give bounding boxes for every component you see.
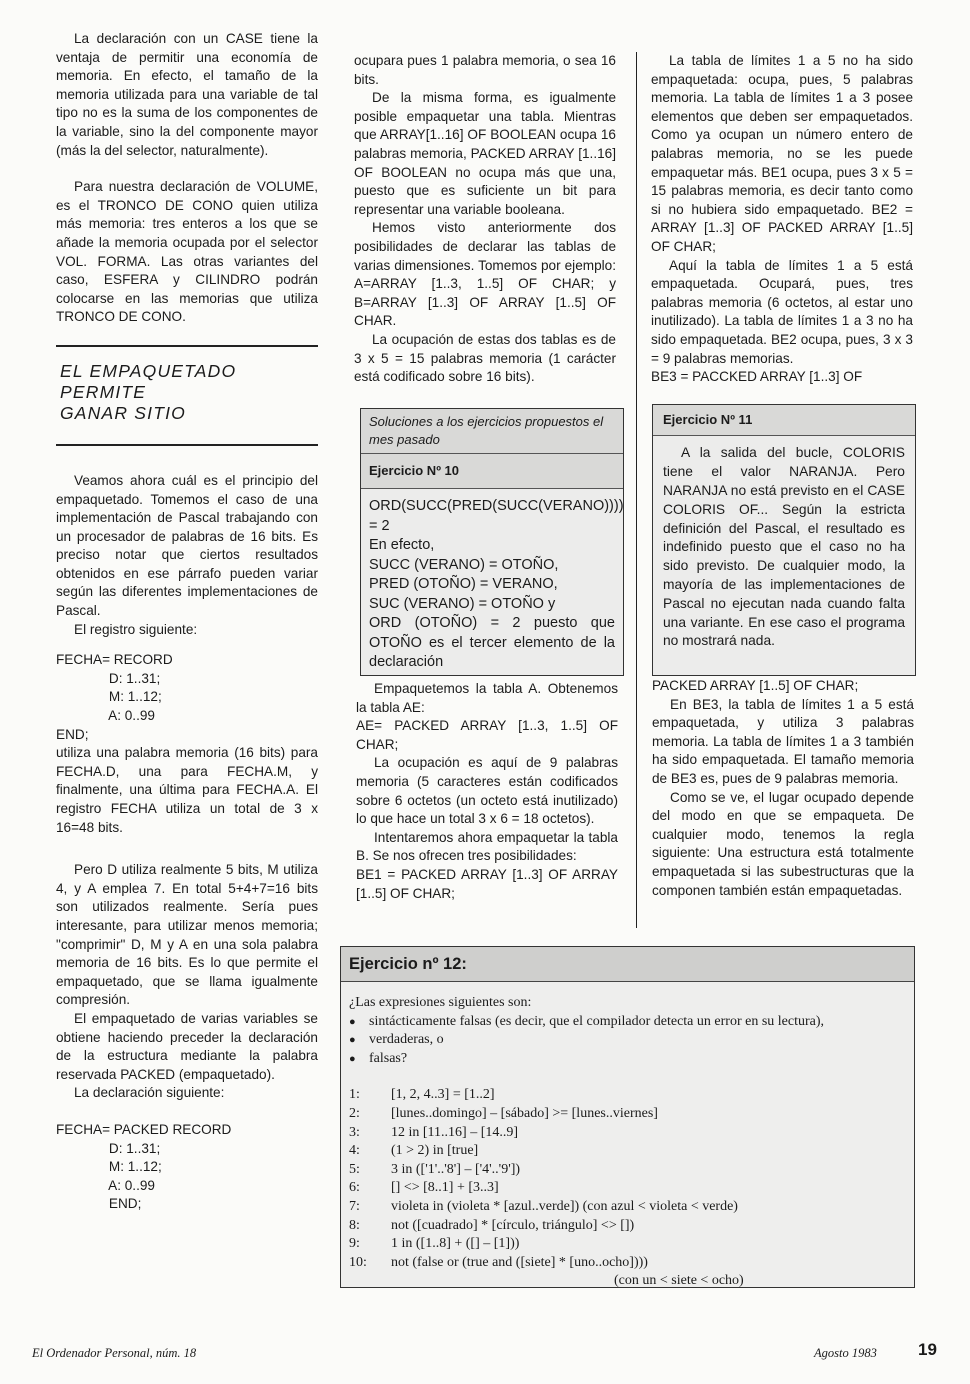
column-divider (636, 52, 637, 928)
paragraph: PACKED ARRAY [1..5] OF CHAR; (652, 678, 859, 693)
paragraph: BE1 = PACKED ARRAY [1..3] OF ARRAY [1..5] OF CHAR; (356, 866, 618, 901)
exercise-11-heading: Ejercicio Nº 11 (653, 405, 915, 436)
paragraph: Hemos visto anteriormente dos posibilidades de declarar las tablas de varias dimensiones. Tomemos por ejemplo: A=ARRAY [1..3, 1..5] OF CHAR; y B=ARRAY [1..3] OF ARRAY [1..5] OF CHAR. (354, 220, 616, 329)
paragraph: El empaquetado de varias variables se obtiene haciendo preceder la declaración de la estructura mediante la palabra reservada PACKED (empaquetado). (56, 1010, 318, 1082)
question-text: [1, 2, 4..3] = [1..2] (391, 1087, 495, 1103)
solutions-box-ex10 (360, 408, 624, 676)
paragraph: utiliza una palabra memoria (16 bits) para FECHA.D, una para FECHA.M, y finalmente, una última para FECHA.A. El registro FECHA utiliza un total de 3 x 16=48 bits. (56, 745, 318, 835)
exercise-12-title: Ejercicio nº 12: (341, 947, 914, 982)
question-text: 12 in [11..16] – [14..9] (391, 1124, 519, 1140)
question-number: 7: (349, 1198, 360, 1214)
question-text: [lunes..domingo] – [sábado] >= [lunes..viernes] (391, 1105, 658, 1121)
question-text: [] <> [8..1] + [3..3] (391, 1180, 499, 1196)
paragraph: El registro siguiente: (74, 621, 198, 637)
question-number: 5: (349, 1161, 360, 1177)
section-rule-bottom (56, 444, 318, 446)
question-text: 1 in ([1..8] + ([] – [1])) (391, 1236, 520, 1252)
question-number: 8: (349, 1217, 360, 1233)
column-3 (651, 52, 913, 387)
code-block-record: FECHA= RECORD D: 1..31; M: 1..12; A: 0..99 END; (56, 652, 173, 742)
question-list (349, 1086, 912, 1272)
paragraph: Para nuestra declaración de VOLUME, es el TRONCO DE CONO quien utiliza más memoria: tres enteros a los que se añade la memoria ocupada por el selector VOL. FORMA. Las otras variantes del caso, ESFERA y CILINDRO podrán colocarse en las memorias que utiliza TRONCO DE CONO. (56, 179, 318, 325)
question-10-note: (con un < siete < ocho) (614, 1273, 744, 1289)
question-text: violeta in (violeta * [azul..verde]) (con azul < violeta < verde) (391, 1198, 738, 1214)
code-block-packed-record: FECHA= PACKED RECORD D: 1..31; M: 1..12; A: 0..99 END; (56, 1121, 232, 1212)
question-number: 10: (349, 1254, 367, 1270)
paragraph: Pero D utiliza realmente 5 bits, M utiliza 4, y A emplea 7. En total 5+4+7=16 bits son utilizados realmente. Sería pues interesante, para utilizar menos memoria; "comprimir" D, M y A en una sola palabra memoria de 16 bits. Es lo que permite el empaquetado, que se llama igualmente compresión. (56, 862, 318, 1008)
question-row (349, 1105, 912, 1124)
solutions-box-ex11 (652, 404, 916, 676)
paragraph: Empaquetemos la tabla A. Obtenemos la tabla AE: (356, 681, 618, 715)
paragraph: En BE3, la tabla de límites 1 a 5 está empaquetada, y utiliza 3 palabras memoria. La tabla de límites 1 a 3 también ha sido empaquetada. El tamaño memoria de BE3 es, pues de 9 palabras memoria. (652, 696, 914, 786)
paragraph: Veamos ahora cuál es el principio del empaquetado. Tomemos el caso de una implementación de Pascal trabajando con un procesador de palabras de 16 bits. Es preciso notar que ciertos resultados obtenidos en ese párrafo pueden variar según las diferentes implementaciones de Pascal. (56, 472, 318, 619)
paragraph: La tabla de límites 1 a 5 no ha sido empaquetada: ocupa, pues, 5 palabras memoria. La tabla de límites 1 a 3 posee elementos que deben ser empaquetados. Como ya ocupan un número entero de palabras memoria, no se les puede empaquetar más. BE1 ocupa, pues 3 x 5 = 15 palabras memoria, es decir tanto como si no hubiera sido empaquetado. BE2 = ARRAY [1..3] OF PACKED ARRAY [1..5] OF CHAR; (651, 53, 913, 254)
question-row (349, 1217, 912, 1236)
bullet-item: ● falsas? (349, 1050, 912, 1069)
footer-date: Agosto 1983 (814, 1346, 877, 1360)
exercise-12-box (340, 946, 915, 1288)
question-row (349, 1124, 912, 1143)
column-1 (56, 30, 318, 1214)
exercise-10-solution: ORD(SUCC(PRED(SUCC(VERANO)))) = 2 En efecto, SUCC (VERANO) = OTOÑO, PRED (OTOÑO) = VERANO, SUC (VERANO) = OTOÑO y ORD (OTOÑO) = 2 puesto que OTOÑO es el tercer elemento de la declaración (369, 498, 624, 671)
column-3-lower (652, 677, 914, 900)
question-number: 3: (349, 1124, 360, 1140)
paragraph: ocupara pues 1 palabra memoria, o sea 16 bits. (354, 53, 616, 87)
question-number: 2: (349, 1105, 360, 1121)
paragraph: La declaración siguiente: (74, 1085, 225, 1101)
paragraph: La declaración con un CASE tiene la ventaja de permitir una economía de memoria. En efecto, el tamaño de la memoria utilizada para una variable de tal tipo no es la suma de los componentes de la variable, sino la del componente mayor (más la del selector, naturalmente). (56, 31, 318, 158)
paragraph: La ocupación es aquí de 9 palabras memoria (5 caracteres están codificados sobre 6 octetos (un octeto está inutilizado) lo que hace un total 3 x 6 = 18 octetos). (356, 755, 618, 827)
section-rule-top (56, 345, 318, 347)
exercise-12-intro: ¿Las expresiones siguientes son: (349, 995, 532, 1010)
paragraph: Intentaremos ahora empaquetar la tabla B. Se nos ofrecen tres posibilidades: (356, 829, 618, 864)
exercise-10-heading: Ejercicio Nº 10 (361, 453, 623, 489)
question-row (349, 1142, 912, 1161)
section-heading: EL EMPAQUETADO PERMITE GANAR SITIO (60, 360, 237, 423)
bullet-item: ● verdaderas, o (349, 1031, 912, 1050)
footer-publication: El Ordenador Personal, núm. 18 (32, 1346, 197, 1360)
question-number: 9: (349, 1236, 360, 1252)
question-text: (1 > 2) in [true] (391, 1143, 479, 1159)
paragraph: La ocupación de estas dos tablas es de 3 x 5 = 15 palabras memoria (1 carácter está codificado sobre 16 bits). (354, 331, 616, 385)
question-row (349, 1254, 912, 1273)
question-text: not (false or (true and ([siete] * [uno..ocho]))) (391, 1254, 648, 1270)
paragraph: BE3 = PACCKED ARRAY [1..3] OF (651, 369, 863, 385)
paragraph: Como se ve, el lugar ocupado depende del modo en que se empaqueta. De cualquier modo, tenemos la regla siguiente: Una estructura está totalmente empaquetada si las subestructuras que la componen también están empaquetadas. (652, 789, 914, 898)
paragraph: AE= PACKED ARRAY [1..3, 1..5] OF CHAR; (356, 718, 618, 752)
question-row (349, 1179, 912, 1198)
question-row (349, 1235, 912, 1254)
question-number: 1: (349, 1087, 360, 1103)
exercise-11-solution: A la salida del bucle, COLORIS tiene el valor NARANJA. Pero NARANJA no está previsto en el CASE COLORIS OF... Según la estricta definición del Pascal, el resultado es indefinido puesto que el caso no ha sido previsto. De cualquier modo, la mayoría de las implementaciones de Pascal no ejecutan nada cuando falta una variante. En ese caso el programa no mostrará nada. (663, 445, 905, 649)
solutions-title: Soluciones a los ejercicios propuestos el mes pasado (361, 409, 623, 453)
question-row (349, 1198, 912, 1217)
question-text: not ([cuadrado] * [círculo, triángulo] <> []) (391, 1217, 635, 1233)
page-number: 19 (918, 1340, 937, 1359)
column-2 (354, 52, 616, 387)
question-row (349, 1086, 912, 1105)
question-number: 4: (349, 1143, 360, 1159)
bullet-item: ● sintácticamente falsas (es decir, que el compilador detecta un error en su lectura), (349, 1013, 912, 1032)
question-text: 3 in (['1'..'8'] – ['4'..'9']) (391, 1161, 521, 1177)
paragraph: De la misma forma, es igualmente posible empaquetar una tabla. Mientras que ARRAY[1..16] OF BOOLEAN ocupa 16 palabras memoria, PACKED ARRAY [1..16] OF BOOLEAN no ocupa más que una, puesto que es suficiente un bit para representar una variable booleana. (354, 90, 616, 217)
question-row (349, 1161, 912, 1180)
column-2-lower (356, 680, 618, 903)
paragraph: Aquí la tabla de límites 1 a 5 está empaquetada. Ocupará, pues, tres palabras memoria (6 octetos, al estar uno inutilizado). La tabla de límites 1 a 3 no ha sido empaquetada. BE2 ocupa, pues, 3 x 3 = 9 palabras memorias. (651, 257, 913, 366)
question-number: 6: (349, 1180, 360, 1196)
